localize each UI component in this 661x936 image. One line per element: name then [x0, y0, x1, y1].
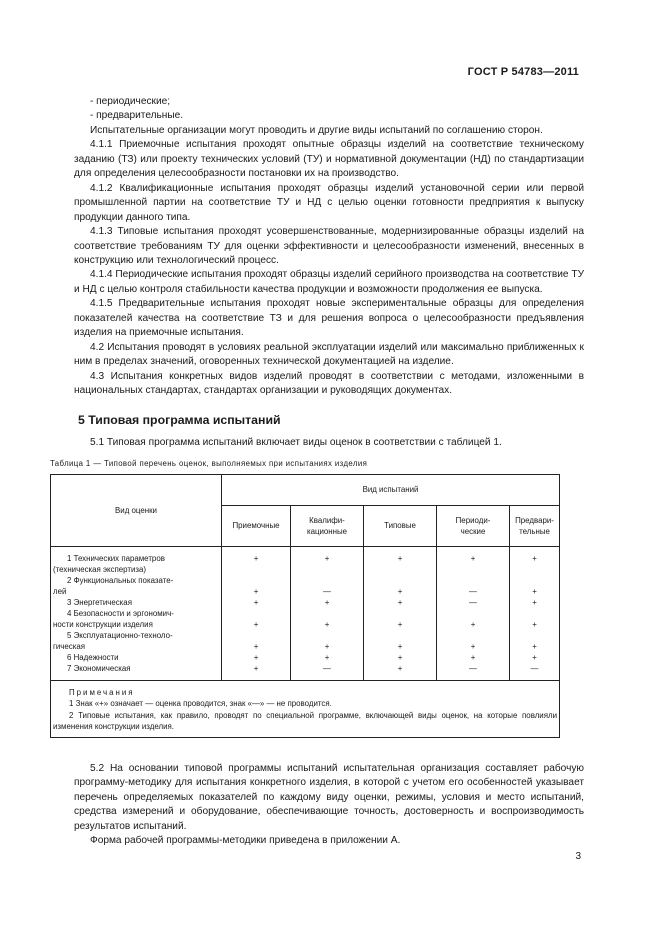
mark-cell: —	[469, 597, 477, 607]
assessment-label: лей	[53, 586, 67, 596]
mark-cell: +	[324, 641, 330, 651]
mark-cell: +	[532, 553, 537, 563]
paragraph: 4.1.1 Приемочные испытания проходят опытные образцы изделий на соответствие техническому заданию (ТЗ) или проекту технических условий (ТУ) и нормативной документации (НД) по стандартизации для определения целесообразности постановки их на производство.	[74, 139, 584, 180]
mark-cell: +	[397, 619, 403, 629]
paragraph: 4.3 Испытания конкретных видов изделий проводят в соответствии с методами, изложенными в национальных стандартах, стандартах организации и руководящих документах.	[74, 370, 584, 397]
mark-cell: +	[532, 652, 537, 662]
marks-column	[291, 546, 364, 680]
column-header: Приемочные	[222, 505, 291, 546]
mark-cell: +	[253, 553, 259, 563]
assessment-label: 1 Технических параметров	[67, 553, 165, 563]
column-header: Квалифи- кационные	[291, 505, 364, 546]
mark-cell	[291, 630, 363, 641]
column-header-test-types: Вид испытаний	[222, 474, 560, 505]
mark-cell: +	[470, 652, 476, 662]
assessment-label: (техническая экспертиза)	[53, 564, 147, 574]
assessment-list	[51, 546, 222, 680]
mark-cell: +	[397, 586, 403, 596]
mark-cell: —	[323, 663, 331, 673]
paragraph: 4.1.2 Квалификационные испытания проходят образцы изделий установочной серии или первой промышленной партии на соответствие ТУ и НД с целью оценки готовности предприятия к выпуску продукции данного типа.	[74, 182, 584, 223]
mark-cell: +	[397, 663, 403, 673]
mark-cell: —	[469, 586, 477, 596]
mark-cell	[510, 575, 559, 586]
table-body	[51, 546, 560, 680]
column-header-assessment: Вид оценки	[51, 474, 222, 546]
list-item: - периодические;	[90, 96, 171, 107]
mark-cell	[510, 630, 559, 641]
mark-cell	[364, 564, 436, 575]
mark-cell: +	[253, 619, 259, 629]
mark-cell: +	[532, 586, 537, 596]
mark-cell: +	[324, 597, 330, 607]
mark-cell: +	[397, 652, 403, 662]
assessment-label: гическая	[53, 641, 86, 651]
mark-cell: +	[532, 619, 537, 629]
mark-cell: —	[323, 586, 331, 596]
section-heading: 5 Типовая программа испытаний	[78, 412, 281, 427]
mark-cell	[510, 564, 559, 575]
mark-cell: +	[397, 553, 403, 563]
mark-cell	[291, 575, 363, 586]
table-caption: Таблица 1 — Типовой перечень оценок, выполняемых при испытаниях изделия	[50, 459, 368, 469]
mark-cell	[364, 630, 436, 641]
mark-cell: +	[324, 553, 330, 563]
mark-cell: —	[469, 663, 477, 673]
mark-cell	[437, 630, 509, 641]
column-header: Предвари- тельные	[510, 505, 560, 546]
mark-cell	[364, 575, 436, 586]
paragraph: Форма рабочей программы-методики приведена в приложении А.	[90, 835, 401, 847]
note-item: 2 Типовые испытания, как правило, проводят по специальной программе, включающей виды оценок, на которые повлияли изменения конструкции изделия.	[53, 710, 557, 732]
assessment-label: ности конструкции изделия	[53, 619, 153, 629]
mark-cell: +	[253, 663, 259, 673]
paragraph: 5.2 На основании типовой программы испытаний испытательная организация составляет рабочую программу-методику для испытания конкретного изделия, в которой с учетом его особенностей указывает перечень определяемых показателей по каждому виду оценки, режимы, условия и место испытаний, средства измерений и оборудование, обеспечивающие точность, достоверность и воспроизводимость результатов испытаний.	[74, 762, 584, 832]
assessment-label: 5 Эксплуатационно-техноло-	[67, 630, 173, 640]
assessment-label: 4 Безопасности и эргономич-	[67, 608, 174, 618]
page-number: 3	[575, 851, 581, 862]
mark-cell: +	[253, 586, 259, 596]
paragraph: Испытательные организации могут проводить и другие виды испытаний по соглашению сторон.	[90, 124, 543, 136]
mark-cell: +	[470, 553, 476, 563]
mark-cell: +	[532, 597, 537, 607]
mark-cell: +	[253, 641, 259, 651]
mark-cell: +	[397, 597, 403, 607]
mark-cell: +	[470, 619, 476, 629]
notes-title: Примечания	[69, 687, 135, 697]
mark-cell: +	[532, 641, 537, 651]
mark-cell	[222, 608, 290, 619]
mark-cell	[222, 630, 290, 641]
paragraph: 4.1.5 Предварительные испытания проходят новые экспериментальные образцы для определения показателей качества на соответствие ТЗ и для решения вопроса о целесообразности предъявления изделия на приемочные испытания.	[74, 298, 584, 339]
mark-cell	[510, 608, 559, 619]
mark-cell: —	[530, 663, 539, 673]
assessment-label: 2 Функциональных показате-	[67, 575, 174, 585]
column-header: Периоди- ческие	[437, 505, 510, 546]
column-header: Типовые	[364, 505, 437, 546]
mark-cell	[437, 575, 509, 586]
mark-cell	[222, 564, 290, 575]
mark-cell: +	[397, 641, 403, 651]
mark-cell	[364, 608, 436, 619]
paragraph: 4.2 Испытания проводят в условиях реальной эксплуатации изделий или максимально приближенных к ним в пределах значений, оговоренных технической документацией на изделие.	[74, 341, 584, 368]
mark-cell: +	[253, 597, 259, 607]
mark-cell	[437, 608, 509, 619]
mark-cell	[291, 608, 363, 619]
mark-cell: +	[324, 652, 330, 662]
paragraph: 5.1 Типовая программа испытаний включает виды оценок в соответствии с таблицей 1.	[90, 436, 502, 448]
assessment-label: 3 Энергетическая	[67, 597, 132, 607]
marks-column	[222, 546, 291, 680]
marks-column	[510, 546, 560, 680]
table-notes	[51, 680, 560, 737]
assessment-table	[50, 474, 560, 738]
assessment-label: 7 Экономическая	[67, 663, 131, 673]
list-item: - предварительные.	[90, 110, 184, 122]
assessment-label: 6 Надежности	[67, 652, 119, 662]
document-code: ГОСТ Р 54783—2011	[467, 66, 579, 78]
paragraph: 4.1.4 Периодические испытания проходят образцы изделий серийного производства на соответствие ТУ и НД с целью контроля стабильности качества продукции и возможности продолжения ее выпуска.	[74, 269, 584, 295]
marks-column	[364, 546, 437, 680]
mark-cell	[437, 564, 509, 575]
mark-cell	[291, 564, 363, 575]
mark-cell: +	[253, 652, 259, 662]
mark-cell: +	[324, 619, 330, 629]
mark-cell	[222, 575, 290, 586]
page-body	[50, 95, 584, 849]
mark-cell: +	[470, 641, 476, 651]
marks-column	[437, 546, 510, 680]
paragraph: 4.1.3 Типовые испытания проходят усовершенствованные, модернизированные образцы изделий на соответствие требованиям ТУ для оценки эффективности и целесообразности изменений, внесенных в конструкцию или технологический процесс.	[74, 226, 584, 266]
note-item: 1 Знак «+» означает — оценка проводится, знак «—» — не проводится.	[69, 699, 332, 709]
